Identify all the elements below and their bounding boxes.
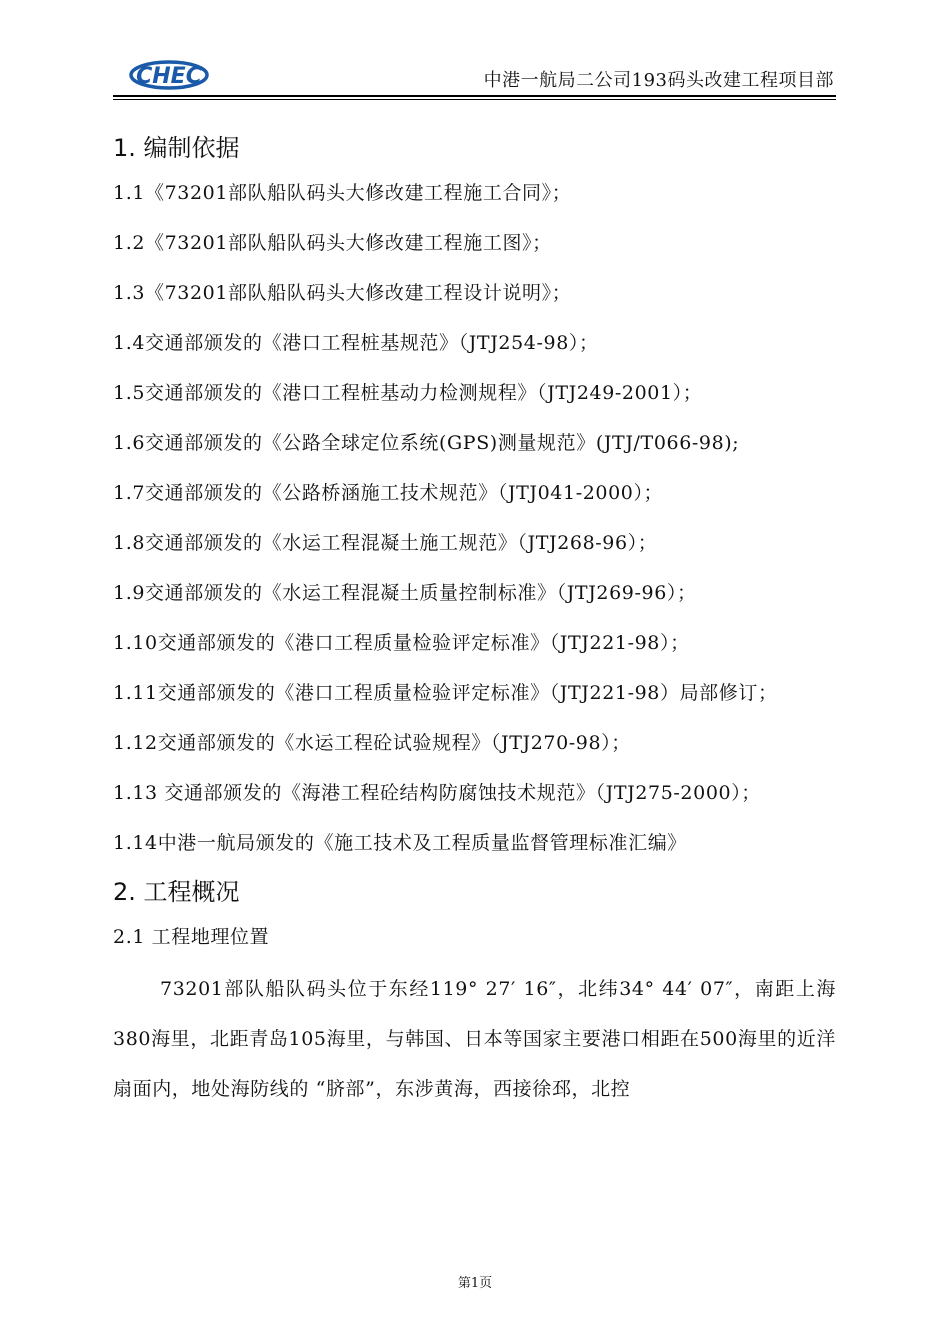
list-item: 1.6交通部颁发的《公路全球定位系统(GPS)测量规范》(JTJ/T066-98); (113, 432, 740, 454)
body-paragraph: 73201部队船队码头位于东经119° 27′ 16″，北纬34° 44′ 07″，南距上海380海里，北距青岛105海里，与韩国、日本等国家主要港口相距在500海里的近洋扇面内，地处海防线的 “脐部”，东涉黄海，西接徐邳，北控 (113, 978, 836, 1100)
list-item: 1.3《73201部队船队码头大修改建工程设计说明》； (113, 282, 572, 304)
page-header (113, 54, 836, 96)
list-item: 1.12交通部颁发的《水运工程砼试验规程》（JTJ270-98）； (113, 732, 631, 754)
company-logo (128, 58, 210, 92)
logo-text: CHEC (136, 64, 202, 89)
section-2-heading: 2. 工程概况 (113, 878, 240, 906)
list-item: 1.4交通部颁发的《港口工程桩基规范》（JTJ254-98）； (113, 332, 599, 354)
list-item: 1.7交通部颁发的《公路桥涵施工技术规范》（JTJ041-2000）； (113, 482, 664, 504)
list-item: 1.1《73201部队船队码头大修改建工程施工合同》； (113, 182, 572, 204)
list-item: 1.9交通部颁发的《水运工程混凝土质量控制标准》（JTJ269-96）； (113, 582, 697, 604)
list-item: 1.13 交通部颁发的《海港工程砼结构防腐蚀技术规范》（JTJ275-2000）； (113, 782, 761, 804)
document-body (113, 128, 836, 1114)
list-item: 1.2《73201部队船队码头大修改建工程施工图》； (113, 232, 552, 254)
page-number: 第1页 (457, 1276, 493, 1291)
section-1-heading: 1. 编制依据 (113, 134, 240, 162)
list-item: 1.14中港一航局颁发的《施工技术及工程质量监督管理标准汇编》 (113, 832, 687, 854)
header-rule (113, 95, 836, 100)
subsection-heading: 2.1 工程地理位置 (113, 926, 270, 948)
header-title: 中港一航局二公司193码头改建工程项目部 (483, 70, 834, 91)
list-item: 1.10交通部颁发的《港口工程质量检验评定标准》（JTJ221-98）； (113, 632, 690, 654)
list-item: 1.5交通部颁发的《港口工程桩基动力检测规程》（JTJ249-2001）； (113, 382, 703, 404)
list-item: 1.8交通部颁发的《水运工程混凝土施工规范》（JTJ268-96）； (113, 532, 658, 554)
list-item: 1.11交通部颁发的《港口工程质量检验评定标准》（JTJ221-98）局部修订； (113, 682, 778, 704)
